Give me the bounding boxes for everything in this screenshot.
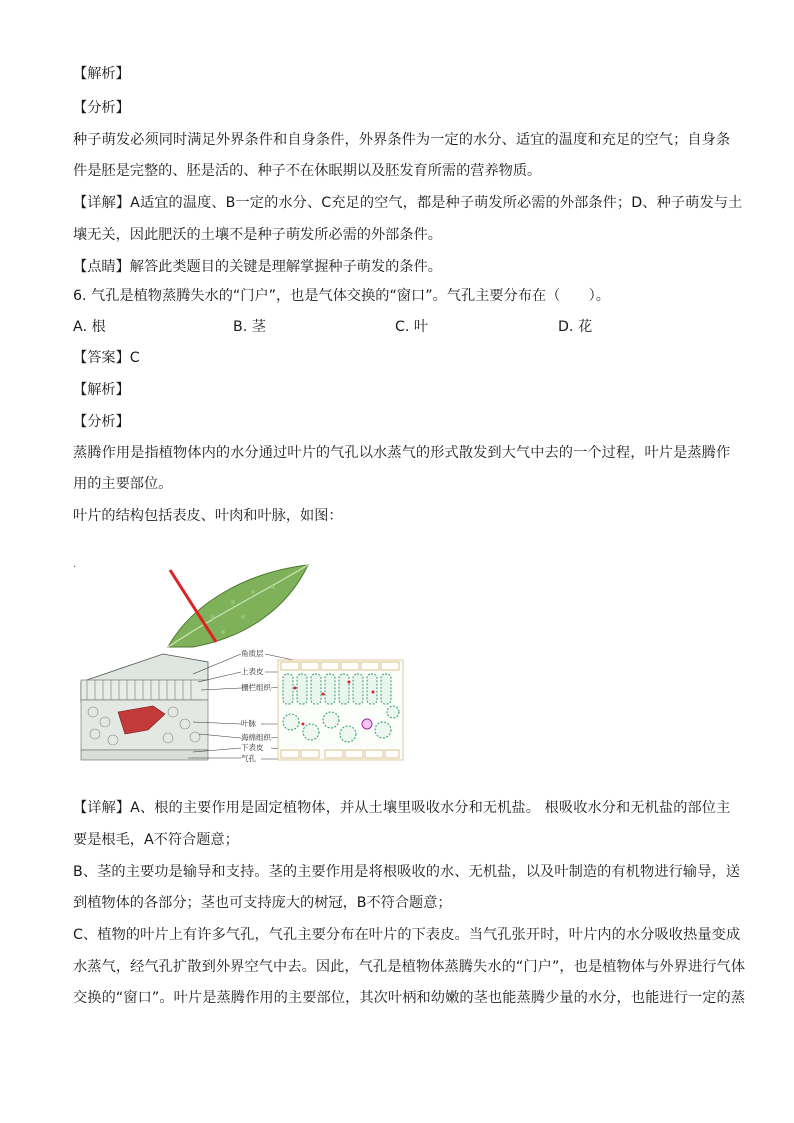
analysis-text-5: 叶片的结构包括表皮、叶肉和叶脉，如图： <box>73 508 343 524</box>
label-lower-epidermis: 下表皮 <box>241 743 264 752</box>
line-jiexi-1: 【解析】 <box>73 66 130 82</box>
label-palisade: 栅栏组织 <box>241 683 271 692</box>
analysis-text-3: 蒸腾作用是指植物体内的水分通过叶片的气孔以水蒸气的形式散发到大气中去的一个过程，叶片是蒸腾作 <box>73 445 731 461</box>
cross-section-diagram <box>278 660 403 760</box>
detail-c-3: 交换的“窗口”。叶片是蒸腾作用的主要部位，其次叶柄和幼嫩的茎也能蒸腾少量的水分，也能进行一定的蒸 <box>73 990 746 1006</box>
detail-b-2: 到植物体的各部分；茎也可支持庞大的树冠，B不符合题意； <box>73 895 452 911</box>
label-stoma: 气孔 <box>241 754 256 763</box>
line-fenxi-1: 【分析】 <box>73 100 130 116</box>
detail-b-1: B、茎的主要功是输导和支持。茎的主要作用是将根吸收的水、无机盐，以及叶制造的有机物进行输导，送 <box>73 864 741 880</box>
option-d: D. 花 <box>558 319 593 335</box>
detail-a-1: 【详解】A、根的主要作用是固定植物体，并从土壤里吸收水分和无机盐。 根吸收水分和无机盐的部位主 <box>73 800 731 816</box>
label-cuticle: 角质层 <box>241 649 264 658</box>
option-b: B. 茎 <box>233 319 266 335</box>
option-c: C. 叶 <box>395 319 429 335</box>
detail-text-2: 壤无关，因此肥沃的土壤不是种子萌发所必需的外部条件。 <box>73 227 442 243</box>
line-jiexi-2: 【解析】 <box>73 382 130 398</box>
label-vein: 叶脉 <box>241 719 256 728</box>
label-upper-epidermis: 上表皮 <box>241 667 264 676</box>
tip-text: 【点睛】解答此类题目的关键是理解掌握种子萌发的条件。 <box>73 259 442 275</box>
figure-mark: · <box>73 562 77 573</box>
label-spongy: 海绵组织 <box>241 733 271 742</box>
line-fenxi-2: 【分析】 <box>73 414 130 430</box>
answer-line: 【答案】C <box>73 350 140 366</box>
detail-c-1: C、植物的叶片上有许多气孔，气孔主要分布在叶片的下表皮。当气孔张开时，叶片内的水分吸收热量变成 <box>73 927 741 943</box>
analysis-text-1: 种子萌发必须同时满足外界条件和自身条件，外界条件为一定的水分、适宜的温度和充足的空气；自身条 <box>73 132 731 148</box>
leaf-structure-figure <box>73 562 408 767</box>
analysis-text-2: 件是胚是完整的、胚是活的、种子不在休眠期以及胚发育所需的营养物质。 <box>73 163 542 179</box>
detail-a-2: 要是根毛，A不符合题意； <box>73 832 239 848</box>
question-6: 6. 气孔是植物蒸腾失水的“门户”，也是气体交换的“窗口”。气孔主要分布在（ ）。 <box>73 288 610 304</box>
analysis-text-4: 用的主要部位。 <box>73 476 173 492</box>
option-a: A. 根 <box>73 319 106 335</box>
detail-text-1: 【详解】A适宜的温度、B一定的水分、C充足的空气，都是种子萌发所必需的外部条件；D、种子萌发与土 <box>73 195 743 211</box>
detail-c-2: 水蒸气，经气孔扩散到外界空气中去。因此，气孔是植物体蒸腾失水的“门户”，也是植物体与外界进行气体 <box>73 959 746 975</box>
leaf-block-diagram <box>81 654 208 760</box>
